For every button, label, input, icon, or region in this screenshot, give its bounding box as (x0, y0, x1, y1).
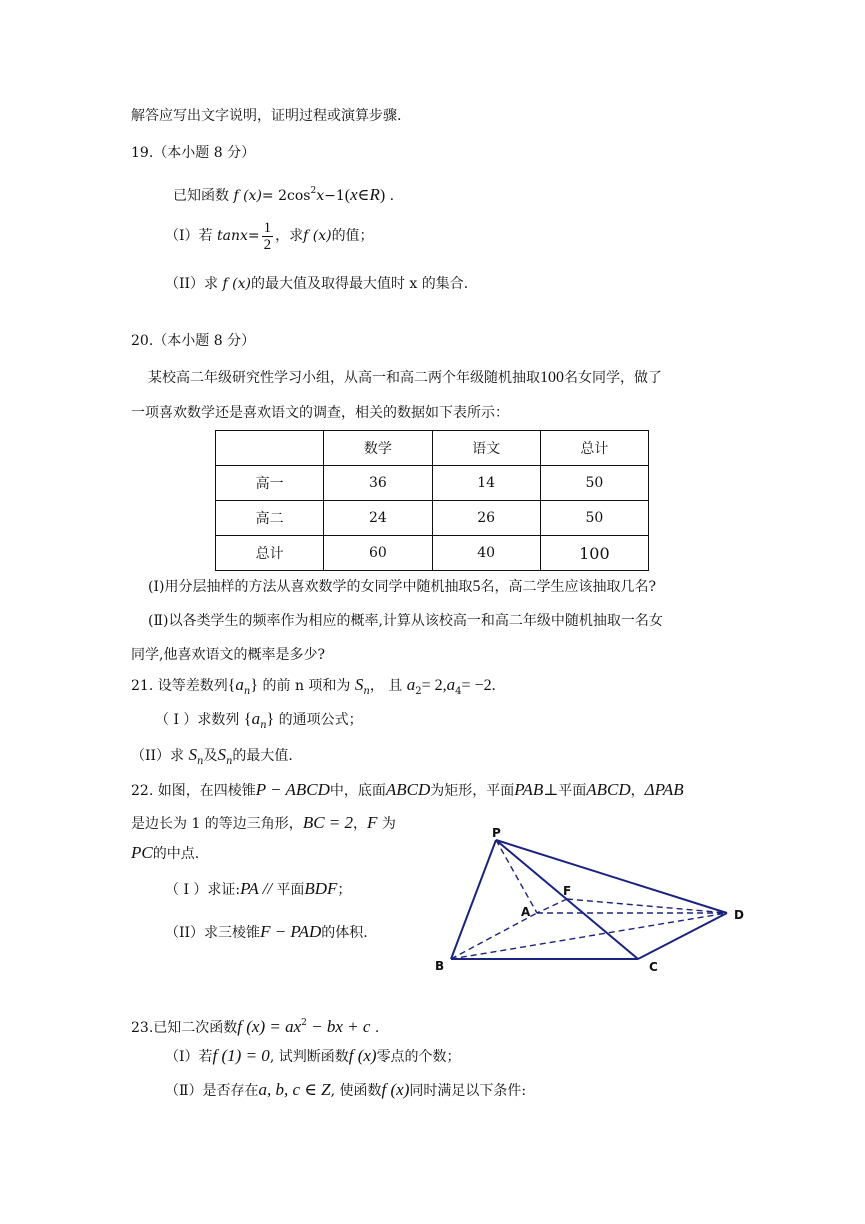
label-F: F (563, 884, 572, 898)
q22-stem-line1: 22. 如图，在四棱锥P − ABCD中，底面ABCD为矩形，平面PAB⊥平面ABCD，ΔPAB (131, 780, 684, 799)
q22-stem-line2: 是边长为 1 的等边三角形，BC = 2，F 为 (131, 813, 396, 832)
table-header-cell: 总计 (540, 431, 648, 466)
table-cell: 总计 (216, 536, 324, 571)
table-cell: 60 (324, 536, 432, 571)
label-D: D (734, 908, 744, 922)
q19-header: 19.（本小题 8 分） (131, 145, 256, 161)
label-B: B (435, 959, 445, 973)
label-A: A (521, 905, 531, 919)
fraction-one-half: $\frac{1}{2}$ (263, 219, 272, 253)
table-cell: 14 (432, 466, 540, 501)
q20-stem-line1: 某校高二年级研究性学习小组，从高一和高二两个年级随机抽取100名女同学，做了 (148, 369, 662, 386)
table-cell: 高一 (216, 466, 324, 501)
q20-part1: (Ⅰ)用分层抽样的方法从喜欢数学的女同学中随机抽取5名，高二学生应该抽取几名? (148, 578, 656, 595)
table-row (216, 466, 649, 501)
table-header-cell: 语文 (432, 431, 540, 466)
table-cell: 50 (540, 501, 648, 536)
table-cell: 26 (432, 501, 540, 536)
q23-part1: （I）若f (1) = 0, 试判断函数f (x)零点的个数； (165, 1046, 461, 1065)
diagonal-BD (451, 913, 727, 959)
intro-text: 解答应写出文字说明，证明过程或演算步骤. (131, 108, 402, 124)
table-header-row (216, 431, 649, 466)
q21-stem: 21. 设等差数列$\{a_n\}$ 的前 n 项和为 $S_n$， 且 $a_2= 2,a_4= -2$. (131, 675, 496, 697)
label-C: C (649, 960, 658, 974)
q20-stem-line2: 一项喜欢数学还是喜欢语文的调查，相关的数据如下表所示： (131, 405, 509, 421)
table-cell: 50 (540, 466, 648, 501)
pyramid-figure (425, 825, 755, 975)
q19-part2: （II）求 f (x)的最大值及取得最大值时 x 的集合. (165, 276, 469, 292)
q20-part2-line1: (Ⅱ)以各类学生的频率作为相应的概率,计算从该校高一和高二年级中随机抽取一名女 (148, 613, 663, 629)
edge-PB (451, 840, 496, 959)
table-cell: 36 (324, 466, 432, 501)
table-header-cell (216, 431, 324, 466)
q23-part2: （Ⅱ）是否存在a, b, c ∈ Z, 使函数f (x)同时满足以下条件: (165, 1080, 527, 1099)
q22-part1: （ I ）求证:PA // 平面BDF； (165, 879, 352, 898)
q20-header: 20.（本小题 8 分） (131, 333, 256, 349)
q22-stem-line3: PC的中点. (131, 843, 200, 862)
table-row (216, 536, 649, 571)
q21-part1: （ I ）求数列 $\{a_n\}$ 的通项公式； (155, 709, 363, 731)
label-P: P (492, 826, 501, 840)
q23-stem: 23.已知二次函数f $(x) = ax^2$ − bx + c . (131, 1017, 380, 1036)
table-cell: 高二 (216, 501, 324, 536)
table-row (216, 501, 649, 536)
q20-part2-line2: 同学,他喜欢语文的概率是多少? (131, 647, 325, 663)
q21-part2: （II）求 $S_n$及$S_n$的最大值. (131, 745, 293, 767)
q22-part2: （II）求三棱锥F − PAD的体积. (165, 922, 368, 941)
table-cell: 40 (432, 536, 540, 571)
q19-part1: （I）若 tanx= $\frac{1}{2}$ ，求f (x)的值； (165, 219, 374, 253)
table-cell: 24 (324, 501, 432, 536)
segment-FA (537, 899, 567, 913)
table-cell: 100 (540, 536, 648, 571)
q19-stem: 已知函数 f $(x)= 2\cos^2x-1(x\in R)$ . (173, 185, 395, 204)
survey-table (215, 430, 649, 571)
table-header-cell: 数学 (324, 431, 432, 466)
